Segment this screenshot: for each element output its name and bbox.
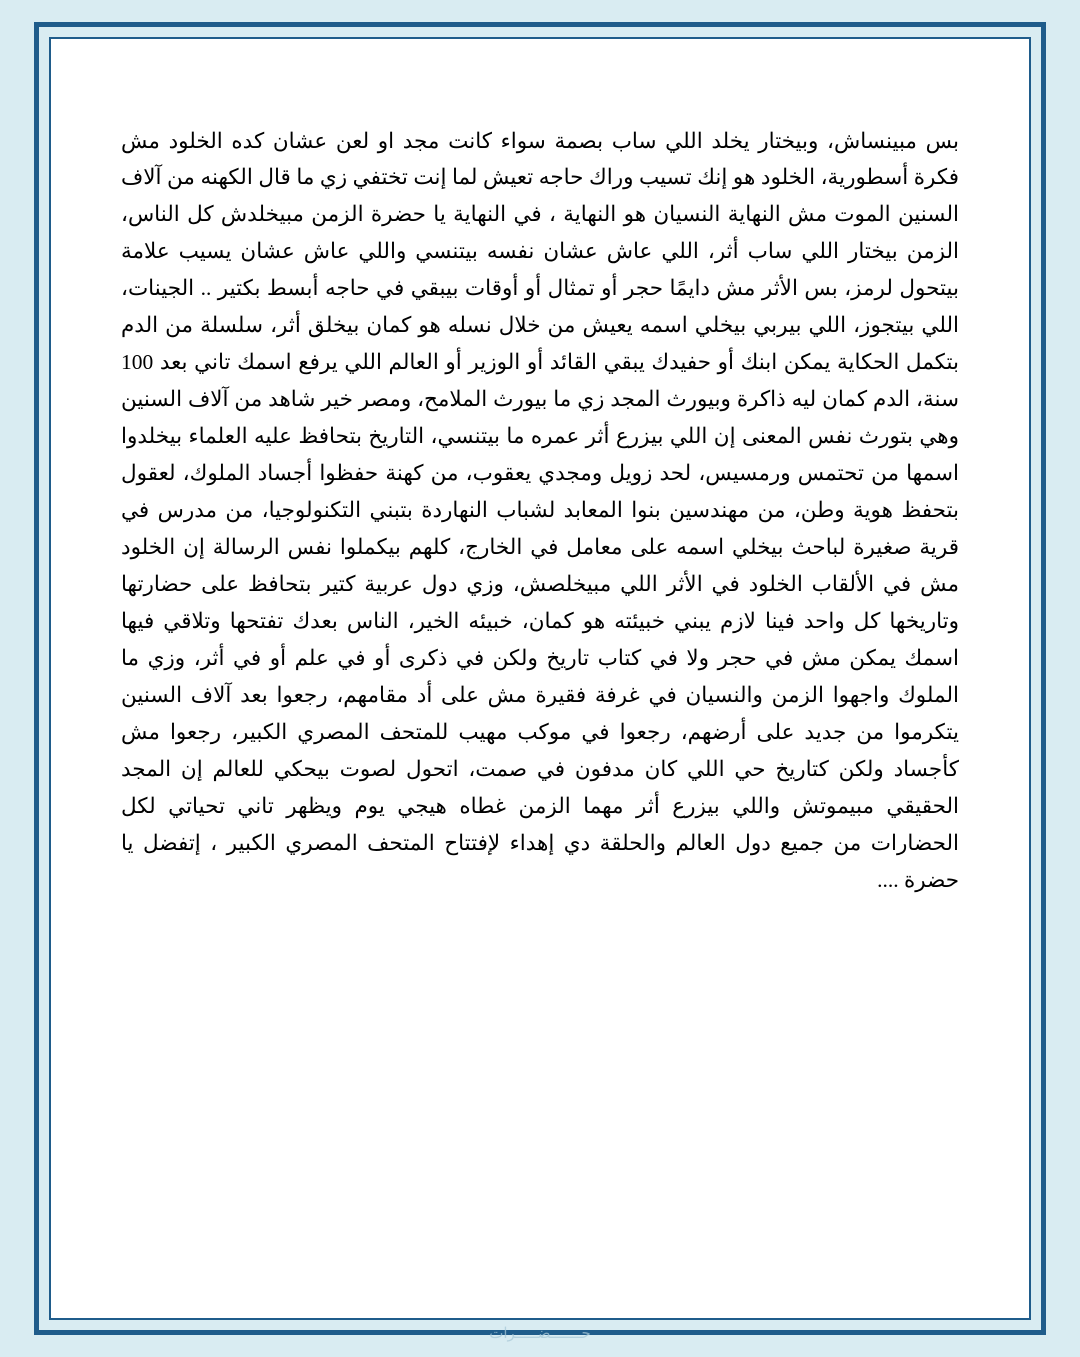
document-body-paragraph: بس مبينساش، وبيختار يخلد اللي ساب بصمة سواء كانت مجد او لعن عشان كده الخلود مش فكرة أسطورية، الخلود هو إنك تسيب وراك حاجه تعيش لما إنت تختفي زي ما قال الكهنه من آلاف السنين الموت مش النهاية النسيان هو النهاية ، في النهاية يا حضرة الزمن مبيخلدش كل الناس، الزمن بيختار اللي ساب أثر، اللي عاش عشان نفسه بيتنسي واللي عاش عشان يسيب علامة بيتحول لرمز، بس الأثر مش دايمًا حجر أو تمثال أو أوقات بيبقي في حاجه أبسط بكتير .. الجينات، اللي بيتجوز، اللي بيربي بيخلي اسمه يعيش من خلال نسله هو كمان بيخلق أثر، سلسلة من الدم بتكمل الحكاية يمكن ابنك أو حفيدك يبقي القائد أو الوزير أو العالم اللي يرفع اسمك تاني بعد 100 سنة، الدم كمان ليه ذاكرة وبيورث المجد زي ما بيورث الملامح، ومصر خير شاهد من آلاف السنين وهي بتورث نفس المعنى إن اللي بيزرع أثر عمره ما بيتنسي، التاريخ بتحافظ عليه العلماء بيخلدوا اسمها من تحتمس ورمسيس، لحد زويل ومجدي يعقوب، من كهنة حفظوا أجساد الملوك، لعقول بتحفظ هوية وطن، من مهندسين بنوا المعابد لشباب النهاردة بتبني التكنولوجيا، من مدرس في قرية صغيرة لباحث بيخلي اسمه على معامل في الخارج، كلهم بيكملوا نفس الرسالة إن الخلود مش في الألقاب الخلود في الأثر اللي مبيخلصش، وزي دول عربية كتير بتحافظ على حضارتها وتاريخها كل واحد فينا لازم يبني خبيئته هو كمان، خبيئه الخير، الناس بعدك تفتحها وتلاقي فيها اسمك يمكن مش في حجر ولا في كتاب تاريخ ولكن في ذكرى أو في علم أو في أثر، وزي ما الملوك واجهوا الزمن والنسيان في غرفة فقيرة مش على أد مقامهم، رجعوا بعد آلاف السنين يتكرموا من جديد على أرضهم، رجعوا في موكب مهيب للمتحف المصري الكبير، رجعوا مش كأجساد ولكن كتاريخ حي اللي كان مدفون في صمت، اتحول لصوت بيحكي للعالم إن المجد الحقيقي مبيموتش واللي بيزرع أثر مهما الزمن غطاه هيجي يوم ويظهر تاني تحياتي لكل الحضارات من جميع دول العالم والحلقة دي إهداء لإفتتاح المتحف المصري الكبير ، إتفضل يا حضرة ....: [115, 128, 959, 892]
decorative-border-inner: [49, 37, 1031, 1320]
decorative-border-outer: [34, 22, 1046, 1335]
footer-watermark: حـــــــضـــــرات: [489, 1326, 591, 1342]
document-content-area: [51, 39, 1029, 1318]
